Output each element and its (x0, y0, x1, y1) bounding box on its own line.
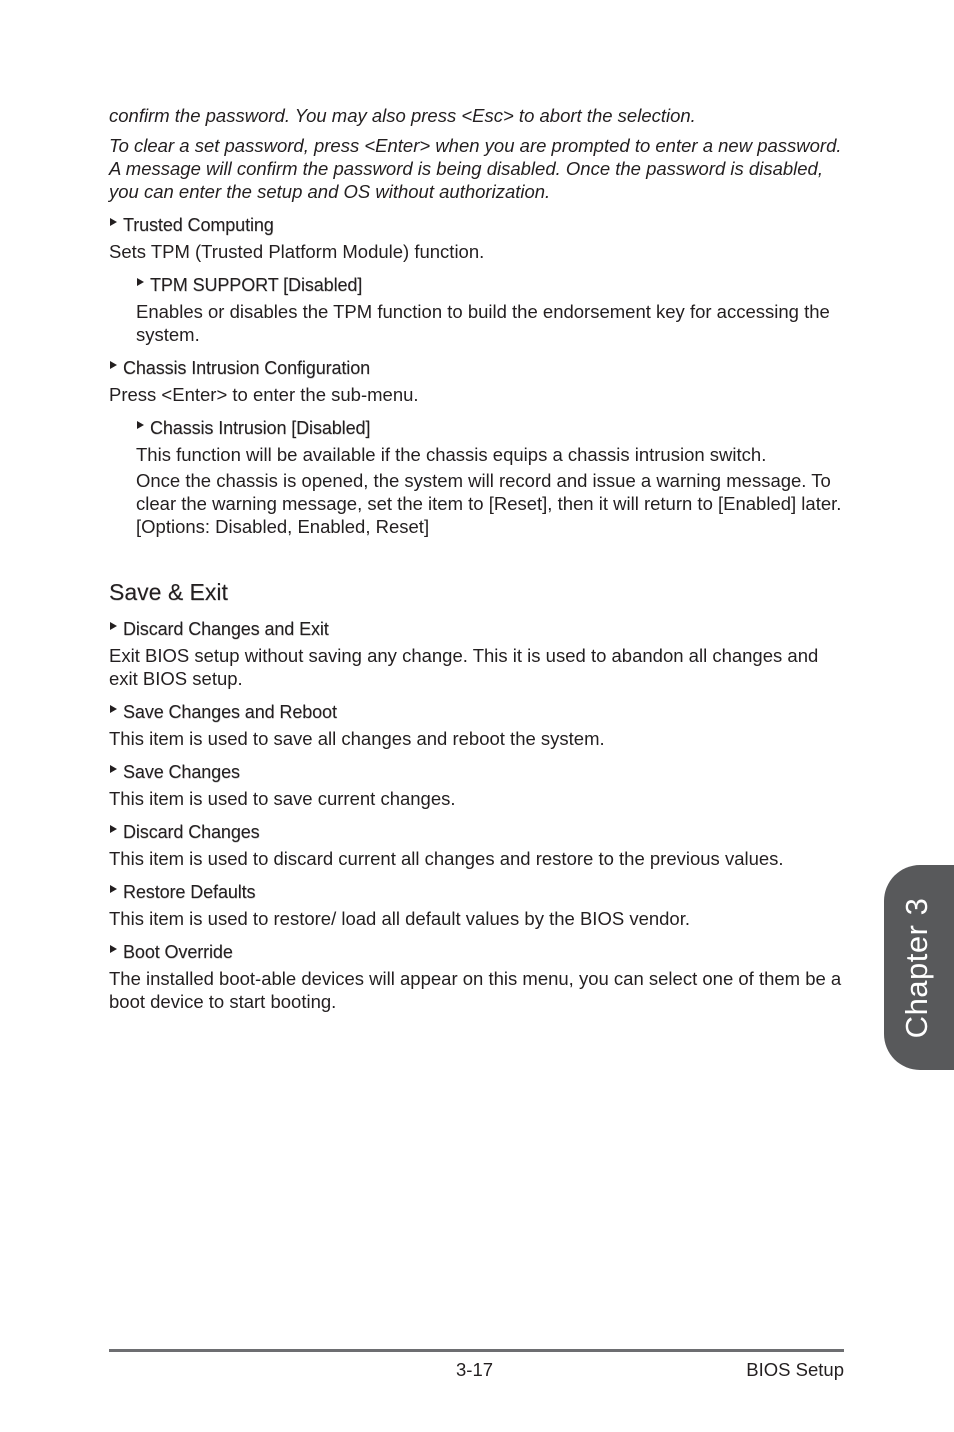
footer-section-title: BIOS Setup (746, 1359, 844, 1380)
triangle-bullet-icon (137, 421, 144, 429)
item-description: Once the chassis is opened, the system will record and issue a warning message. To clear the warning message, set the item to [Reset], then it will return to [Enabled] later. [Options: Disabled, Enabled, Reset] (136, 470, 842, 537)
triangle-bullet-icon (137, 278, 144, 286)
page-content (109, 100, 849, 1013)
item-heading-boot-override (109, 941, 849, 963)
triangle-bullet-icon (110, 705, 117, 713)
item-title: Discard Changes and Exit (123, 619, 329, 639)
item-title: Discard Changes (123, 822, 260, 842)
item-description: This item is used to restore/ load all default values by the BIOS vendor. (109, 908, 690, 929)
item-heading-chassis-config (109, 357, 849, 379)
item-heading-save-reboot (109, 701, 849, 723)
item-description: This item is used to save all changes and reboot the system. (109, 728, 605, 749)
item-description: Press <Enter> to enter the sub-menu. (109, 384, 419, 405)
triangle-bullet-icon (110, 218, 117, 226)
triangle-bullet-icon (110, 945, 117, 953)
intro-paragraph-1: confirm the password. You may also press <Esc> to abort the selection. (109, 105, 696, 126)
item-heading-trusted-computing (109, 214, 849, 236)
item-description: Sets TPM (Trusted Platform Module) function. (109, 241, 485, 262)
page-number: 3-17 (456, 1359, 494, 1380)
footer-divider (109, 1349, 844, 1352)
item-description: This item is used to discard current all changes and restore to the previous values. (109, 848, 784, 869)
item-heading-save-changes (109, 761, 849, 783)
triangle-bullet-icon (110, 622, 117, 630)
section-title-save-exit: Save & Exit (109, 579, 228, 605)
intro-paragraph-2: To clear a set password, press <Enter> when you are prompted to enter a new password. A message will confirm the password is being disabled. Once the password is disabled, you can enter the setup and OS without authorization. (109, 135, 842, 202)
chapter-label: Chapter 3 (899, 897, 934, 1039)
triangle-bullet-icon (110, 825, 117, 833)
item-description: This item is used to save current changes. (109, 788, 456, 809)
item-title: Trusted Computing (123, 215, 274, 235)
item-heading-discard-changes (109, 821, 849, 843)
triangle-bullet-icon (110, 361, 117, 369)
item-title: Save Changes (123, 762, 240, 782)
triangle-bullet-icon (110, 885, 117, 893)
item-heading-tpm-support (136, 274, 849, 296)
item-title: TPM SUPPORT [Disabled] (150, 275, 363, 295)
item-title: Chassis Intrusion Configuration (123, 358, 371, 378)
item-description: Exit BIOS setup without saving any change. This it is used to abandon all changes and exit BIOS setup. (109, 645, 819, 689)
item-title: Save Changes and Reboot (123, 702, 337, 722)
item-title: Chassis Intrusion [Disabled] (150, 418, 371, 438)
item-heading-restore-defaults (109, 881, 849, 903)
item-heading-discard-exit (109, 618, 849, 640)
item-title: Restore Defaults (123, 882, 256, 902)
item-description: This function will be available if the chassis equips a chassis intrusion switch. (136, 444, 767, 465)
triangle-bullet-icon (110, 765, 117, 773)
item-heading-chassis-intrusion (136, 417, 849, 439)
item-description: The installed boot-able devices will appear on this menu, you can select one of them be a boot device to start booting. (109, 968, 842, 1012)
item-title: Boot Override (123, 942, 233, 962)
item-description: Enables or disables the TPM function to build the endorsement key for accessing the system. (136, 301, 830, 345)
